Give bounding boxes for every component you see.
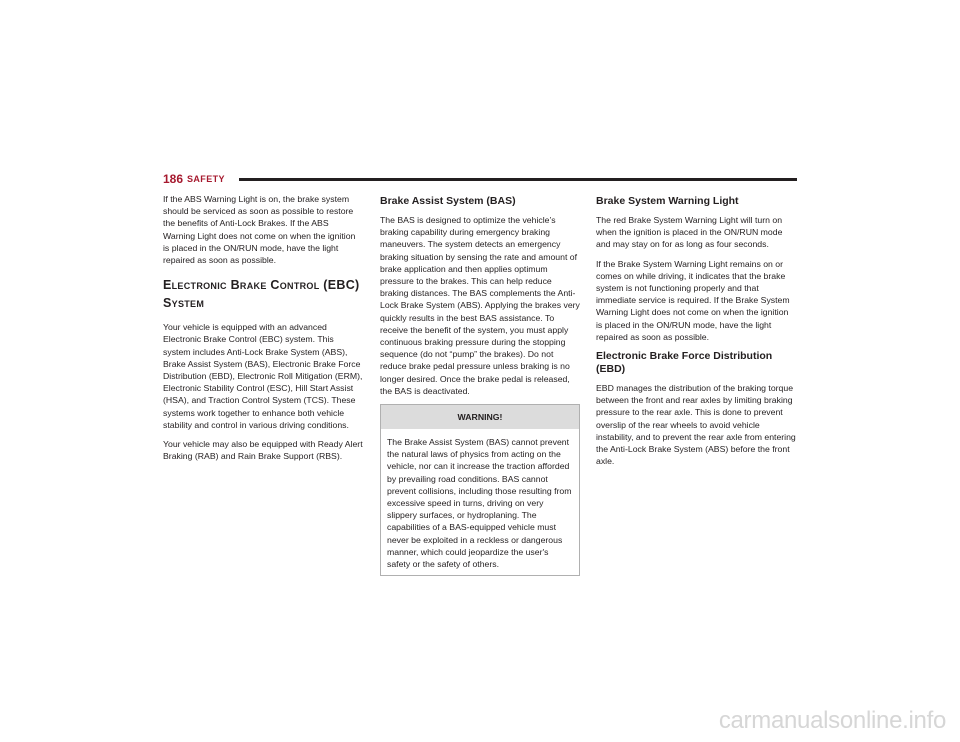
page-header [163, 172, 797, 188]
column-middle [380, 193, 580, 576]
bas-description-paragraph: The BAS is designed to optimize the vehicle’s braking capability during emergency braking maneuvers. The system detects an emergency braking situation by sensing the rate and amount of brake application and then applies optimum pressure to the brakes. This can help reduce braking distances. The BAS complements the Anti-Lock Brake System (ABS). Applying the brakes very quickly results in the best BAS assistance. To receive the benefit of the system, you must apply continuous braking pressure during the stopping sequence (do not “pump” the brakes). Do not reduce brake pedal pressure unless braking is no longer desired. Once the brake pedal is released, the BAS is deactivated. [380, 215, 580, 396]
column-right [596, 193, 796, 474]
brake-light-on-paragraph: The red Brake System Warning Light will turn on when the ignition is placed in the ON/RUN mode and may stay on for as long as four seconds. [596, 215, 783, 250]
ebd-description-paragraph: EBD manages the distribution of the braking torque between the front and rear axles by limiting braking pressure to the rear axle. This is done to prevent overslip of the rear wheels to avoid vehicle instability, and to prevent the rear axle from entering the Anti-Lock Brake System (ABS) before the front axle. [596, 383, 796, 467]
watermark: carmanualsonline.info [718, 707, 946, 734]
section-title: SAFETY [187, 174, 225, 184]
rab-rbs-paragraph: Your vehicle may also be equipped with Ready Alert Braking (RAB) and Rain Brake Support (RBS). [163, 439, 363, 462]
ebc-heading: Electronic Brake Control (EBC) System [163, 278, 360, 311]
column-left [163, 193, 363, 469]
ebd-heading: Electronic Brake Force Distribution (EBD) [596, 350, 773, 376]
page-number: 186 [163, 172, 184, 186]
brake-warning-light-heading: Brake System Warning Light [596, 195, 739, 207]
header-rule [239, 178, 797, 181]
warning-title: WARNING! [381, 405, 579, 429]
abs-warning-paragraph: If the ABS Warning Light is on, the brake system should be serviced as soon as possible to restore the benefits of Anti-Lock Brakes. If the ABS Warning Light does not come on when the ignition is placed in the ON/RUN mode, have the light repaired as soon as possible. [163, 194, 356, 266]
warning-text: The Brake Assist System (BAS) cannot prevent the natural laws of physics from acting on the vehicle, nor can it increase the traction afforded by prevailing road conditions. BAS cannot prevent collisions, including those resulting from excessive speed in turns, driving on very slippery surfaces, or hydroplaning. The capabilities of a BAS-equipped vehicle must never be exploited in a reckless or dangerous manner, which could jeopardize the user's safety or the safety of others. [387, 437, 572, 570]
bas-heading: Brake Assist System (BAS) [380, 195, 516, 207]
warning-box [380, 404, 580, 576]
ebc-description-paragraph: Your vehicle is equipped with an advanced Electronic Brake Control (EBC) system. This system includes Anti-Lock Brake System (ABS), Brake Assist System (BAS), Electronic Brake Force Distribution (EBD), Electronic Roll Mitigation (ERM), Electronic Stability Control (ESC), Hill Start Assist (HSA), and Traction Control System (TCS). These systems work together to enhance both vehicle stability and control in various driving conditions. [163, 322, 363, 430]
brake-light-service-paragraph: If the Brake System Warning Light remains on or comes on while driving, it indicates that the brake system is not functioning properly and that immediate service is required. If the Brake System Warning Light does not come on when the ignition is placed in the ON/RUN mode, have the light repaired as soon as possible. [596, 258, 790, 342]
